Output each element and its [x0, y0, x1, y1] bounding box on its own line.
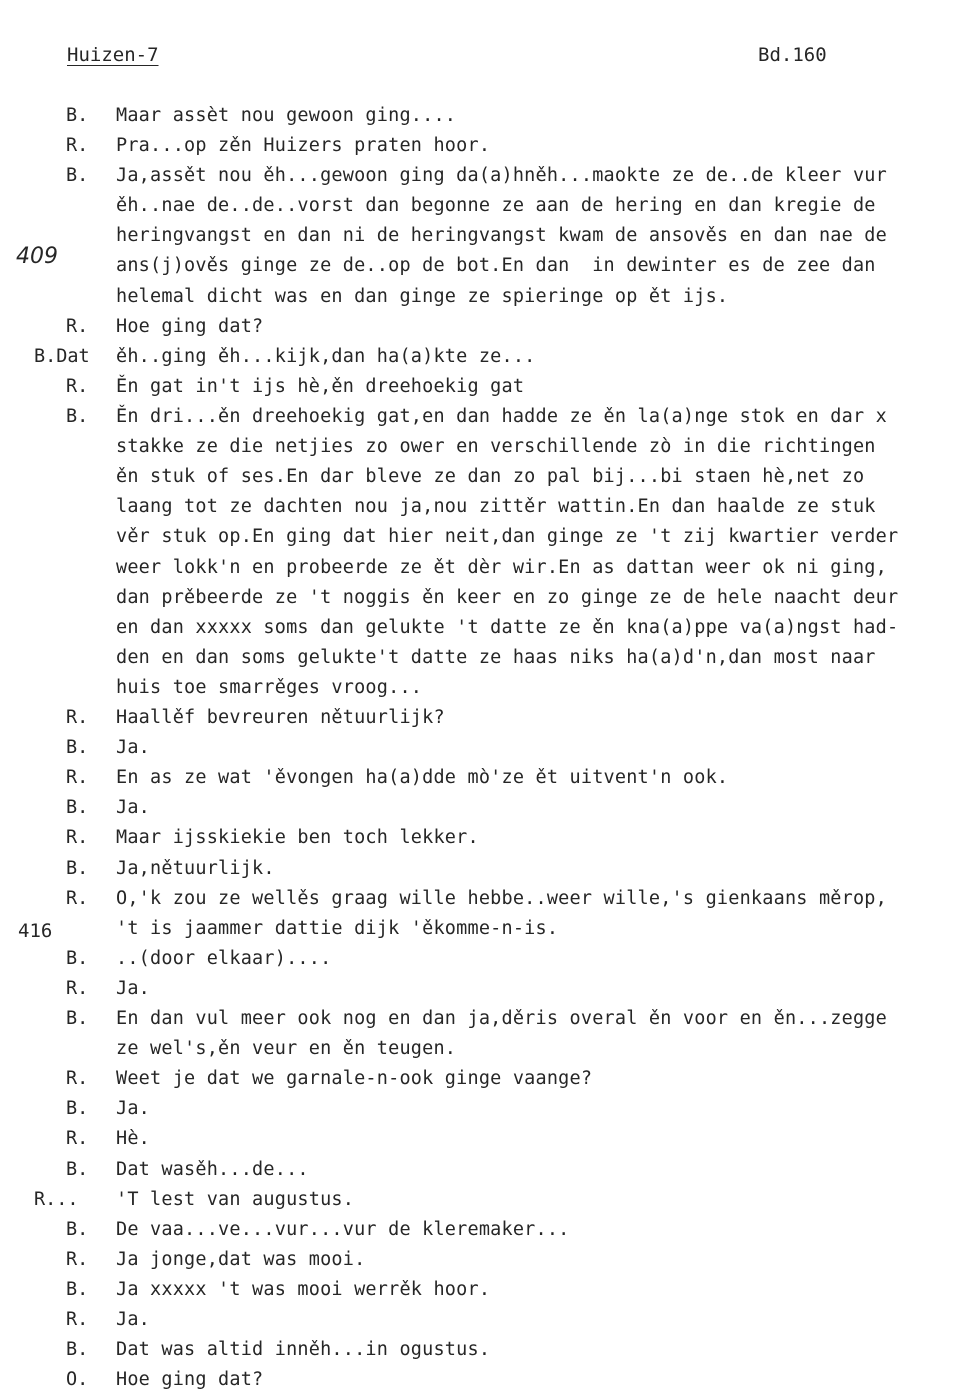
utterance-line: Ěn dri...ěn dreehoekig gat,en dan hadde ze ěn la(a)nge stok en dar x — [116, 406, 887, 427]
speaker-label: B. — [66, 105, 89, 126]
utterance-line: den en dan soms gelukte't datte ze haas niks ha(a)d'n,dan most naar — [116, 646, 876, 668]
page-reference: Bd.160 — [758, 44, 827, 66]
utterance-line: ěn stuk of ses.En dar bleve ze dan zo pal bij...bi staen hè,net zo — [116, 466, 865, 488]
utterance-line: laang tot ze dachten nou ja,nou zittěr wattin.En dan haalde ze stuk — [116, 496, 876, 518]
utterance-line: Ja,assět nou ěh...gewoon ging da(a)hněh...maokte ze de..de kleer vur — [116, 165, 887, 187]
speaker-label: R. — [66, 1309, 89, 1330]
speaker-label: B. — [66, 1339, 89, 1361]
utterance-line: dan prěbeerde ze 't noggis ěn keer en zo ginge ze de hele naacht deur — [116, 586, 899, 608]
speaker-label: O. — [66, 1369, 89, 1391]
utterance-line: Ja xxxxx 't was mooi werrěk hoor. — [116, 1278, 491, 1300]
speaker-label: R. — [66, 1248, 89, 1270]
utterance-line: Ja. — [116, 1309, 151, 1330]
utterance-line: Hè. — [116, 1128, 151, 1150]
speaker-label: R. — [66, 767, 89, 789]
utterance-line: En dan vul meer ook nog en dan ja,děris overal ěn voor en ěn...zegge — [116, 1008, 887, 1029]
utterance-line: Pra...op zěn Huizers praten hoor. — [116, 135, 491, 157]
utterance-line: Ja. — [116, 737, 151, 759]
speaker-label: B. — [66, 165, 89, 187]
speaker-label: B. — [66, 947, 89, 969]
speaker-label: B. — [66, 1098, 89, 1120]
utterance-line: O,'k zou ze wellěs graag wille hebbe..weer wille,'s gienkaans měrop, — [116, 887, 887, 909]
speaker-label: B. — [66, 1158, 89, 1180]
speaker-label: B. — [66, 737, 89, 759]
utterance-line: De vaa...ve...vur...vur de kleremaker... — [116, 1218, 570, 1240]
margin-note-416: 416 — [18, 920, 53, 942]
utterance-line: Hoe ging dat? — [116, 315, 264, 337]
speaker-label: R. — [66, 977, 89, 999]
utterance-line: En as ze wat 'ěvongen ha(a)dde mò'ze ět uitvent'n ook. — [116, 767, 729, 789]
utterance-line: Weet je dat we garnale-n-ook ginge vaange? — [116, 1068, 593, 1090]
utterance-line: ěh..ging ěh...kijk,dan ha(a)kte ze... — [116, 345, 536, 367]
speaker-label: B.Dat — [34, 345, 90, 367]
utterance-line: ze wel's,ěn veur en ěn teugen. — [116, 1038, 457, 1060]
speaker-label: B. — [66, 1218, 89, 1240]
utterance-line: Ja. — [116, 1098, 151, 1120]
utterance-line: Ja. — [116, 797, 151, 819]
utterance-line: Hoe ging dat? — [116, 1369, 264, 1391]
utterance-line: Haallěf bevreuren nětuurlijk? — [116, 707, 445, 728]
utterance-line: Maar ijsskiekie ben toch lekker. — [116, 827, 479, 849]
speaker-label: B. — [66, 857, 89, 879]
speaker-label: R. — [66, 887, 89, 909]
utterance-line: Ja. — [116, 977, 151, 999]
speaker-label: R. — [66, 1128, 89, 1150]
utterance-line: weer lokk'n en probeerde ze ět dèr wir.En as dattan weer ok ni ging, — [116, 556, 887, 578]
utterance-line: Ja,nětuurlijk. — [116, 857, 275, 879]
speaker-label: R. — [66, 135, 89, 157]
utterance-line: Dat was altid inněh...in ogustus. — [116, 1339, 491, 1361]
speaker-label: R. — [66, 1068, 89, 1090]
utterance-line: stakke ze die netjies zo ower en verschillende zò in die richtingen — [116, 436, 876, 458]
utterance-line: 'T lest van augustus. — [116, 1188, 355, 1210]
utterance-line: ..(door elkaar).... — [116, 947, 332, 969]
utterance-line: věr stuk op.En ging dat hier neit,dan ginge ze 't zij kwartier verder — [116, 526, 899, 548]
speaker-label: B. — [66, 797, 89, 819]
utterance-line: ěh..nae de..de..vorst dan begonne ze aan de hering en dan kregie de — [116, 195, 876, 217]
utterance-line: Ja jonge,dat was mooi. — [116, 1248, 366, 1270]
utterance-line: Dat wasěh...de... — [116, 1158, 309, 1180]
speaker-label: R... — [34, 1188, 79, 1210]
utterance-line: ans(j)ověs ginge ze de..op de bot.En dan in dewinter es de zee dan — [116, 255, 876, 277]
speaker-label: R. — [66, 707, 89, 728]
utterance-line: Maar assèt nou gewoon ging.... — [116, 105, 457, 126]
margin-note-409: 409 — [16, 244, 58, 269]
utterance-line: helemal dicht was en dan ginge ze spieringe op ět ijs. — [116, 285, 729, 307]
speaker-label: R. — [66, 375, 89, 397]
utterance-line: 't is jaammer dattie dijk 'ěkomme-n-is. — [116, 917, 559, 939]
utterance-line: en dan xxxxx soms dan gelukte 't datte ze ěn kna(a)ppe va(a)ngst had- — [116, 616, 899, 638]
utterance-line: heringvangst en dan ni de heringvangst kwam de ansověs en dan nae de — [116, 225, 887, 247]
utterance-line: Ěn gat in't ijs hè,ěn dreehoekig gat — [116, 375, 525, 397]
speaker-label: R. — [66, 827, 89, 849]
speaker-label: B. — [66, 1008, 89, 1029]
speaker-label: B. — [66, 1278, 89, 1300]
speaker-label: B. — [66, 406, 89, 427]
document-title: Huizen-7 — [67, 44, 159, 66]
speaker-label: R. — [66, 315, 89, 337]
utterance-line: huis toe smarrěges vroog... — [116, 676, 423, 698]
